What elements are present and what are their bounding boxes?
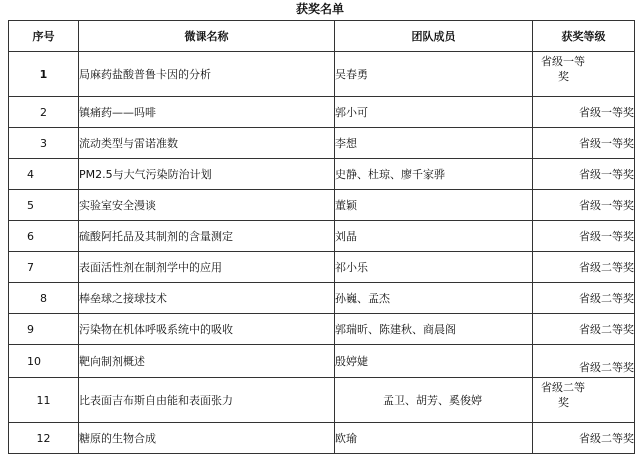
award-level-line1: 省级二等 [541,381,585,394]
table-row [9,345,635,378]
award-level [533,378,635,423]
row-number: 10 [9,345,79,378]
row-number: 5 [9,190,79,221]
page-title: 获奖名单 [295,2,344,16]
table-row [9,314,635,345]
table-row [9,378,635,423]
award-level: 省级二等奖 [533,423,635,454]
course-name: 流动类型与雷诺准数 [79,128,335,159]
award-level-line2: 奖 [558,70,569,83]
award-level: 省级一等奖 [533,221,635,252]
header-number: 序号 [9,21,79,52]
award-level: 省级二等奖 [533,345,635,378]
table-row [9,52,635,97]
team-members: 郭小可 [335,97,533,128]
table-row [9,190,635,221]
row-number: 1 [9,52,79,97]
course-name: 棒垒球之接球技术 [79,283,335,314]
course-name: 表面活性剂在制剂学中的应用 [79,252,335,283]
team-members: 祁小乐 [335,252,533,283]
award-level [533,52,635,97]
course-name: 硫酸阿托品及其制剂的含量测定 [79,221,335,252]
team-members: 李想 [335,128,533,159]
course-name: 比表面吉布斯自由能和表面张力 [79,378,335,423]
table-row [9,252,635,283]
award-level: 省级一等奖 [533,128,635,159]
team-members: 史静、杜琼、廖千家骅 [335,159,533,190]
team-members: 殷婷婕 [335,345,533,378]
course-name: PM2.5与大气污染防治计划 [79,159,335,190]
team-members: 孙巍、孟杰 [335,283,533,314]
award-level: 省级一等奖 [533,97,635,128]
row-number: 11 [9,378,79,423]
table-header-row [9,21,635,52]
course-name: 实验室安全漫谈 [79,190,335,221]
team-members: 董颖 [335,190,533,221]
course-name: 镇痛药——吗啡 [79,97,335,128]
team-members: 刘晶 [335,221,533,252]
team-members: 欧瑜 [335,423,533,454]
row-number: 12 [9,423,79,454]
row-number: 6 [9,221,79,252]
team-members: 吴春勇 [335,52,533,97]
row-number: 4 [9,159,79,190]
course-name: 靶向制剂概述 [79,345,335,378]
award-level-line1: 省级一等 [541,55,585,68]
course-name: 局麻药盐酸普鲁卡因的分析 [79,52,335,97]
award-level: 省级二等奖 [533,252,635,283]
row-number: 8 [9,283,79,314]
table-row [9,159,635,190]
course-name: 糖原的生物合成 [79,423,335,454]
award-level: 省级一等奖 [533,159,635,190]
award-level: 省级一等奖 [533,190,635,221]
row-number: 2 [9,97,79,128]
table-row [9,423,635,454]
table-row [9,97,635,128]
row-number: 3 [9,128,79,159]
header-award-level: 获奖等级 [533,21,635,52]
award-level-line2: 奖 [558,396,569,409]
award-table [8,20,635,454]
course-name: 污染物在机体呼吸系统中的吸收 [79,314,335,345]
award-level: 省级二等奖 [533,314,635,345]
header-course-name: 微课名称 [79,21,335,52]
table-row [9,221,635,252]
team-members: 孟卫、胡芳、奚俊婷 [335,378,533,423]
table-row [9,283,635,314]
header-team-members: 团队成员 [335,21,533,52]
row-number: 9 [9,314,79,345]
row-number: 7 [9,252,79,283]
award-level: 省级二等奖 [533,283,635,314]
table-row [9,128,635,159]
team-members: 郭瑞昕、陈建秋、商晨阁 [335,314,533,345]
